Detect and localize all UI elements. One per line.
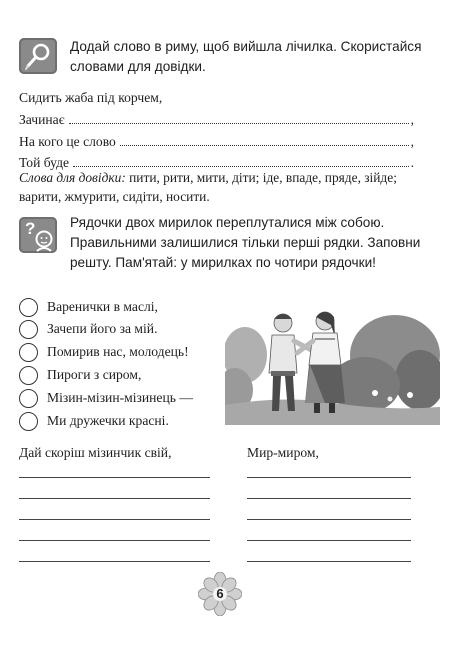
numbering-circle[interactable] — [19, 343, 38, 362]
numbering-circle[interactable] — [19, 412, 38, 431]
option-2[interactable]: Зачепи його за мій. — [19, 319, 157, 339]
write-line-c2-4[interactable] — [247, 540, 411, 541]
task1-pencil-icon — [19, 38, 57, 74]
option-1[interactable]: Варенички в маслі, — [19, 297, 158, 317]
numbering-circle[interactable] — [19, 298, 38, 317]
write-line-c1-4[interactable] — [19, 540, 210, 541]
column2-first-line: Мир-миром, — [247, 445, 319, 460]
rhyme-line-1: Сидить жаба під корчем, — [19, 90, 163, 105]
reference-list: пити, рити, мити, діти; іде, впаде, пряде, зійде; варити, жмурити, сидіти, носити. — [19, 170, 397, 204]
numbering-circle[interactable] — [19, 320, 38, 339]
write-line-c2-5[interactable] — [247, 561, 411, 562]
option-5[interactable]: Мізин-мізин-мізинець — — [19, 388, 193, 408]
children-holding-hands-illustration — [225, 295, 440, 425]
write-line-c2-3[interactable] — [247, 519, 411, 520]
rhyme-line-4: Той буде . — [19, 155, 414, 170]
svg-text:?: ? — [25, 219, 36, 238]
reference-label: Слова для довідки: — [19, 170, 126, 185]
reference-words — [19, 168, 427, 206]
numbering-circle[interactable] — [19, 366, 38, 385]
column1-first-line: Дай скоріш мізинчик свій, — [19, 445, 172, 460]
write-line-c2-1[interactable] — [247, 477, 411, 478]
task1-instruction: Додай слово в риму, щоб вийшла лічилка. Скористайся словами для довідки. — [70, 39, 422, 74]
rhyme-line-2: Зачинає , — [19, 112, 414, 127]
write-line-c1-3[interactable] — [19, 519, 210, 520]
write-line-c1-2[interactable] — [19, 498, 210, 499]
answer-field-1[interactable] — [69, 122, 409, 124]
answer-field-3[interactable] — [73, 165, 409, 167]
page-number: 6 — [216, 586, 224, 601]
write-line-c1-5[interactable] — [19, 561, 210, 562]
task2-instruction: Рядочки двох мирилок переплуталися між собою. Правильними залишилися тільки перші рядки. Заповни решту. Пам'ятай: у мирилках по чотири рядочки! — [70, 215, 421, 270]
write-line-c1-1[interactable] — [19, 477, 210, 478]
option-4[interactable]: Пироги з сиром, — [19, 365, 141, 385]
task2-question-thinking-icon — [19, 217, 57, 253]
option-3[interactable]: Помирив нас, молодець! — [19, 342, 189, 362]
rhyme-line-3: На кого це слово , — [19, 134, 414, 149]
answer-field-2[interactable] — [120, 144, 409, 146]
write-line-c2-2[interactable] — [247, 498, 411, 499]
numbering-circle[interactable] — [19, 389, 38, 408]
option-6[interactable]: Ми дружечки красні. — [19, 411, 169, 431]
